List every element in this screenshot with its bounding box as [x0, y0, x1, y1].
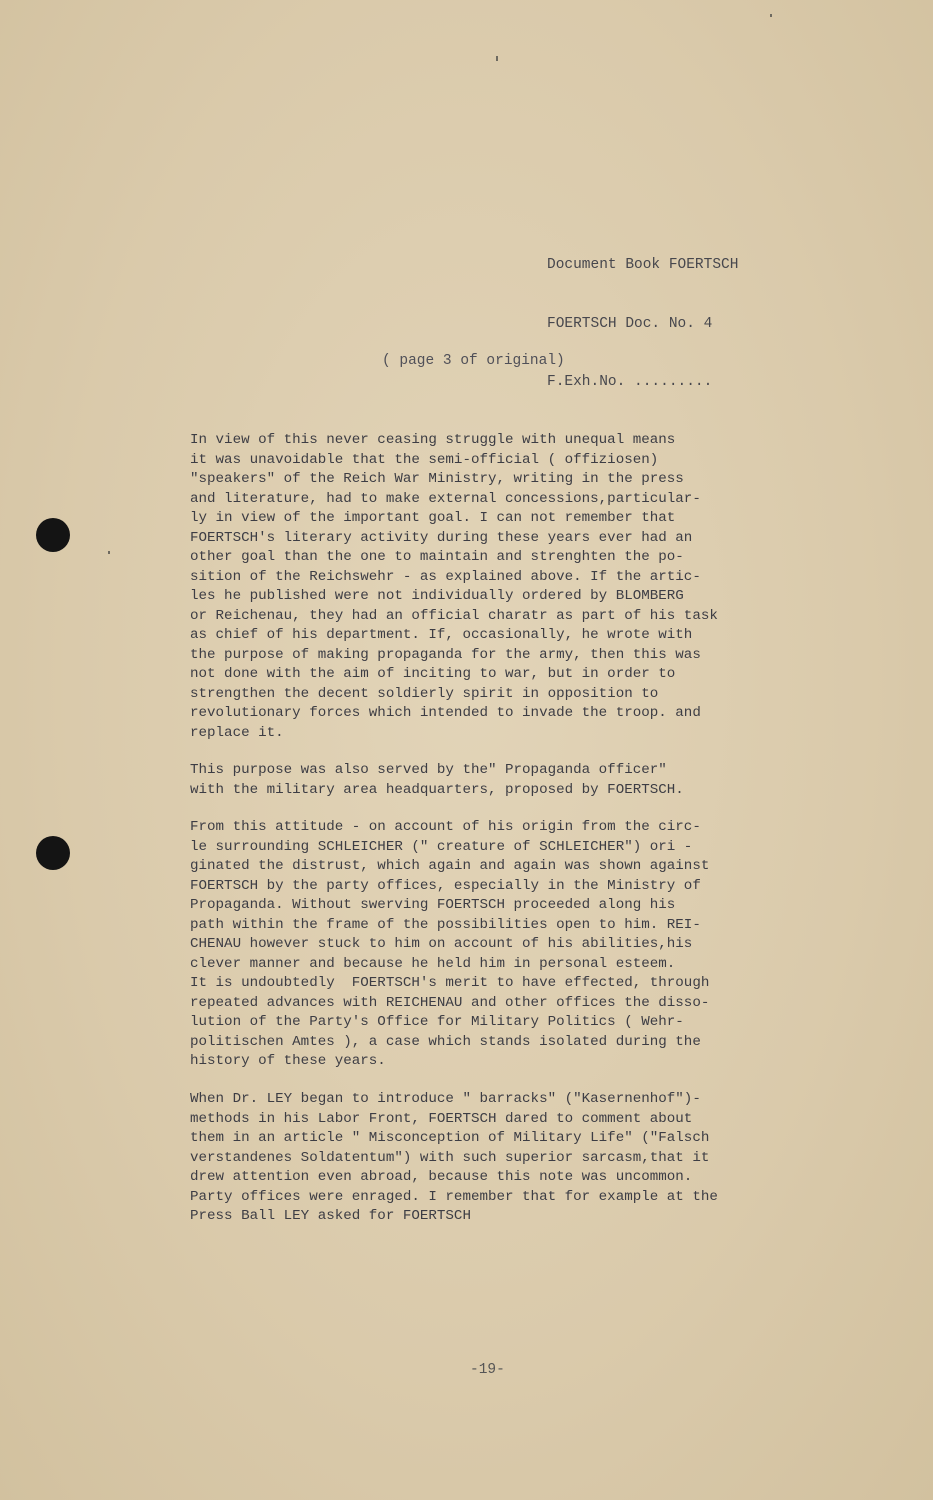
- text-line: In view of this never ceasing struggle with unequal means: [190, 432, 676, 448]
- text-line: other goal than the one to maintain and strenghten the po-: [190, 549, 684, 565]
- text-line: When Dr. LEY began to introduce " barracks" ("Kasernenhof")-: [190, 1091, 701, 1107]
- text-line: revolutionary forces which intended to invade the troop. and: [190, 705, 701, 721]
- text-line: verstandenes Soldatentum") with such superior sarcasm,that it: [190, 1149, 710, 1166]
- text-line: with the military area headquarters, proposed by FOERTSCH.: [190, 781, 684, 798]
- header-line-doc-no: FOERTSCH Doc. No. 4: [547, 315, 713, 332]
- text-line: path within the frame of the possibilities open to him. REI-: [190, 916, 701, 933]
- paragraph-1: [190, 431, 810, 743]
- text-line: Press Ball LEY asked for FOERTSCH: [190, 1208, 471, 1224]
- paper-speck: [496, 56, 498, 61]
- text-line: methods in his Labor Front, FOERTSCH dared to comment about: [190, 1110, 693, 1127]
- paragraph-2: [190, 761, 810, 800]
- text-line: them in an article " Misconception of Military Life" ("Falsch: [190, 1130, 710, 1146]
- text-line: FOERTSCH by the party offices, especially in the Ministry of: [190, 877, 701, 894]
- text-line: lution of the Party's Office for Military Politics ( Wehr-: [190, 1014, 684, 1030]
- text-line: replace it.: [190, 724, 284, 741]
- text-line: CHENAU however stuck to him on account of his abilities,his: [190, 936, 693, 952]
- header-line-exhibit-no: F.Exh.No. .........: [547, 374, 713, 390]
- text-line: It is undoubtedly FOERTSCH's merit to have effected, through: [190, 975, 710, 991]
- punch-hole-top: [36, 518, 70, 552]
- text-line: or Reichenau, they had an official charatr as part of his task: [190, 607, 718, 624]
- text-line: les he published were not individually ordered by BLOMBERG: [190, 588, 684, 604]
- text-line: "speakers" of the Reich War Ministry, writing in the press: [190, 471, 684, 487]
- text-line: the purpose of making propaganda for the army, then this was: [190, 646, 701, 663]
- text-line: drew attention even abroad, because this note was uncommon.: [190, 1169, 693, 1185]
- text-line: Propaganda. Without swerving FOERTSCH proceeded along his: [190, 897, 676, 913]
- text-line: FOERTSCH's literary activity during these years ever had an: [190, 529, 693, 546]
- text-line: repeated advances with REICHENAU and other offices the disso-: [190, 994, 710, 1011]
- text-line: ginated the distrust, which again and again was shown against: [190, 858, 710, 874]
- paragraph-4: [190, 1090, 810, 1227]
- text-line: not done with the aim of inciting to war, but in order to: [190, 666, 676, 682]
- paper-speck: [770, 14, 772, 17]
- header-line-book: Document Book FOERTSCH: [547, 257, 739, 273]
- document-header: [547, 217, 738, 432]
- punch-hole-bottom: [36, 836, 70, 870]
- text-line: From this attitude - on account of his origin from the circ-: [190, 819, 701, 835]
- text-line: ly in view of the important goal. I can not remember that: [190, 510, 676, 526]
- text-line: politischen Amtes ), a case which stands isolated during the: [190, 1033, 701, 1050]
- text-line: strengthen the decent soldierly spirit in opposition to: [190, 685, 659, 702]
- paper-speck: [108, 551, 110, 554]
- page-number: -19-: [470, 1362, 505, 1378]
- text-line: le surrounding SCHLEICHER (" creature of SCHLEICHER") ori -: [190, 838, 693, 855]
- text-line: Party offices were enraged. I remember that for example at the: [190, 1188, 718, 1205]
- text-line: as chief of his department. If, occasionally, he wrote with: [190, 627, 693, 643]
- text-line: This purpose was also served by the" Propaganda officer": [190, 762, 667, 778]
- text-line: clever manner and because he held him in personal esteem.: [190, 955, 676, 972]
- paragraph-3: [190, 818, 810, 1072]
- text-line: and literature, had to make external concessions,particular-: [190, 490, 701, 507]
- text-line: sition of the Reichswehr - as explained above. If the artic-: [190, 568, 701, 585]
- text-line: it was unavoidable that the semi-official ( offiziosen): [190, 451, 659, 468]
- original-page-note: ( page 3 of original): [382, 353, 565, 369]
- text-line: history of these years.: [190, 1053, 386, 1069]
